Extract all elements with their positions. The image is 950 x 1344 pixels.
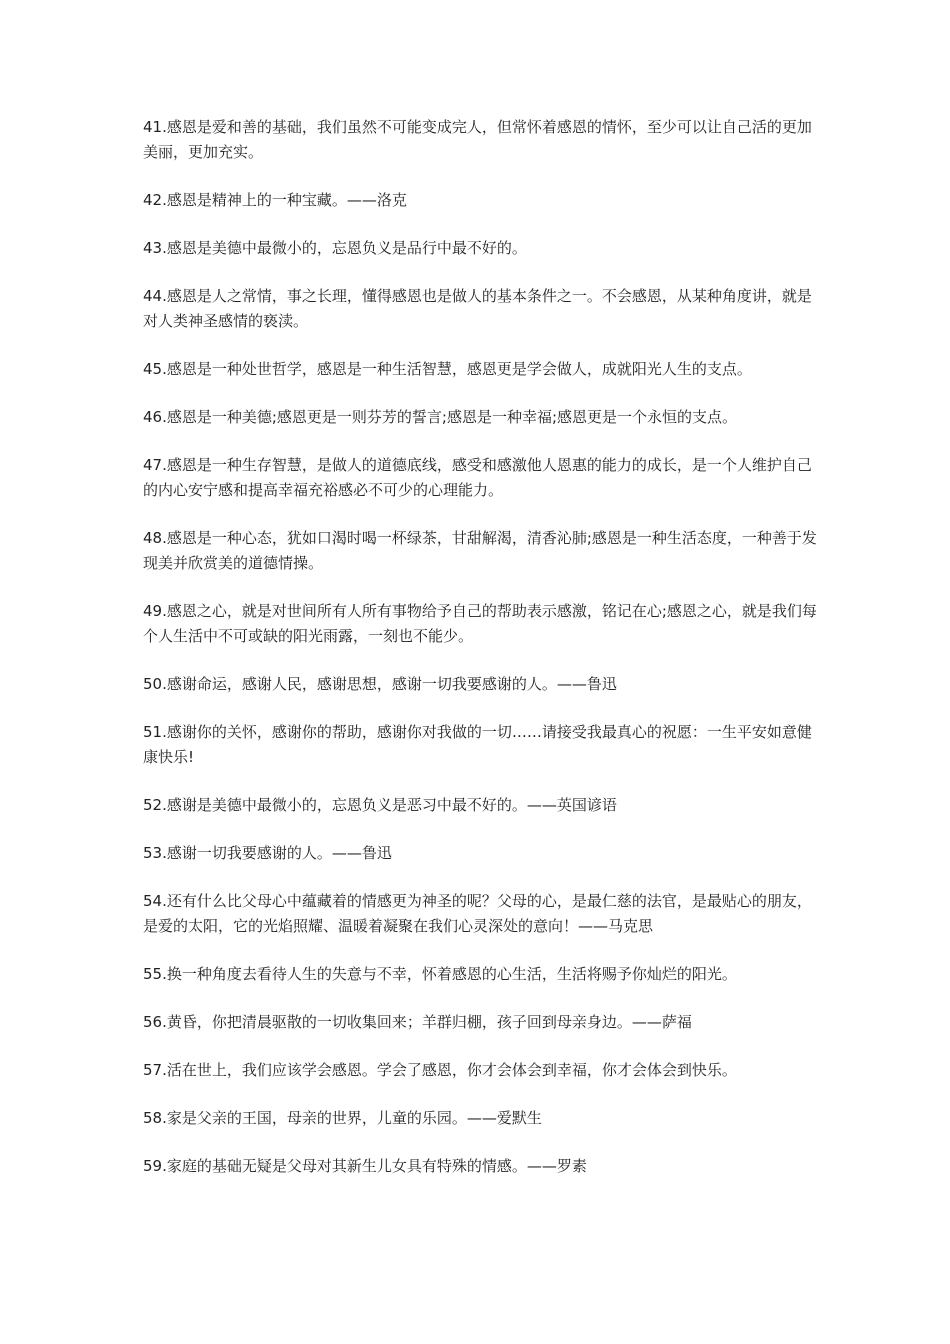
- quote-paragraph-54: 54.还有什么比父母心中蕴藏着的情感更为神圣的呢？父母的心，是最仁慈的法官，是最贴心的朋友，是爱的太阳，它的光焰照耀、温暖着凝聚在我们心灵深处的意向！——马克思: [143, 892, 812, 935]
- quote-paragraph-49: 49.感恩之心，就是对世间所有人所有事物给予自己的帮助表示感激，铭记在心;感恩之心，就是我们每个人生活中不可或缺的阳光雨露，一刻也不能少。: [143, 602, 817, 645]
- document-body: [143, 115, 818, 1202]
- quote-paragraph-50: 50.感谢命运，感谢人民，感谢思想，感谢一切我要感谢的人。——鲁迅: [143, 675, 617, 693]
- quote-paragraph-42: 42.感恩是精神上的一种宝藏。——洛克: [143, 191, 407, 209]
- quote-paragraph-59: 59.家庭的基础无疑是父母对其新生儿女具有特殊的情感。——罗素: [143, 1157, 587, 1175]
- quote-paragraph-41: 41.感恩是爱和善的基础，我们虽然不可能变成完人，但常怀着感恩的情怀，至少可以让自己活的更加美丽，更加充实。: [143, 118, 812, 161]
- quote-paragraph-47: 47.感恩是一种生存智慧，是做人的道德底线，感受和感激他人恩惠的能力的成长，是一个人维护自己的内心安宁感和提高幸福充裕感必不可少的心理能力。: [143, 456, 812, 499]
- quote-paragraph-58: 58.家是父亲的王国，母亲的世界，儿童的乐园。——爱默生: [143, 1109, 542, 1127]
- quote-paragraph-57: 57.活在世上，我们应该学会感恩。学会了感恩，你才会体会到幸福，你才会体会到快乐。: [143, 1061, 737, 1079]
- quote-paragraph-44: 44.感恩是人之常情，事之长理，懂得感恩也是做人的基本条件之一。不会感恩，从某种角度讲，就是对人类神圣感情的亵渎。: [143, 287, 812, 330]
- quote-paragraph-51: 51.感谢你的关怀，感谢你的帮助，感谢你对我做的一切……请接受我最真心的祝愿：一生平安如意健康快乐!: [143, 723, 812, 766]
- quote-paragraph-52: 52.感谢是美德中最微小的，忘恩负义是恶习中最不好的。——英国谚语: [143, 796, 617, 814]
- quote-paragraph-48: 48.感恩是一种心态，犹如口渴时喝一杯绿茶，甘甜解渴，清香沁肺;感恩是一种生活态度，一种善于发现美并欣赏美的道德情操。: [143, 529, 817, 572]
- quote-paragraph-45: 45.感恩是一种处世哲学，感恩是一种生活智慧，感恩更是学会做人，成就阳光人生的支点。: [143, 360, 752, 378]
- quote-paragraph-46: 46.感恩是一种美德;感恩更是一则芬芳的誓言;感恩是一种幸福;感恩更是一个永恒的支点。: [143, 408, 738, 426]
- quote-paragraph-56: 56.黄昏，你把清晨驱散的一切收集回来；羊群归棚，孩子回到母亲身边。——萨福: [143, 1013, 692, 1031]
- quote-paragraph-55: 55.换一种角度去看待人生的失意与不幸，怀着感恩的心生活，生活将赐予你灿烂的阳光。: [143, 965, 737, 983]
- quote-paragraph-43: 43.感恩是美德中最微小的，忘恩负义是品行中最不好的。: [143, 239, 527, 257]
- quote-paragraph-53: 53.感谢一切我要感谢的人。——鲁迅: [143, 844, 392, 862]
